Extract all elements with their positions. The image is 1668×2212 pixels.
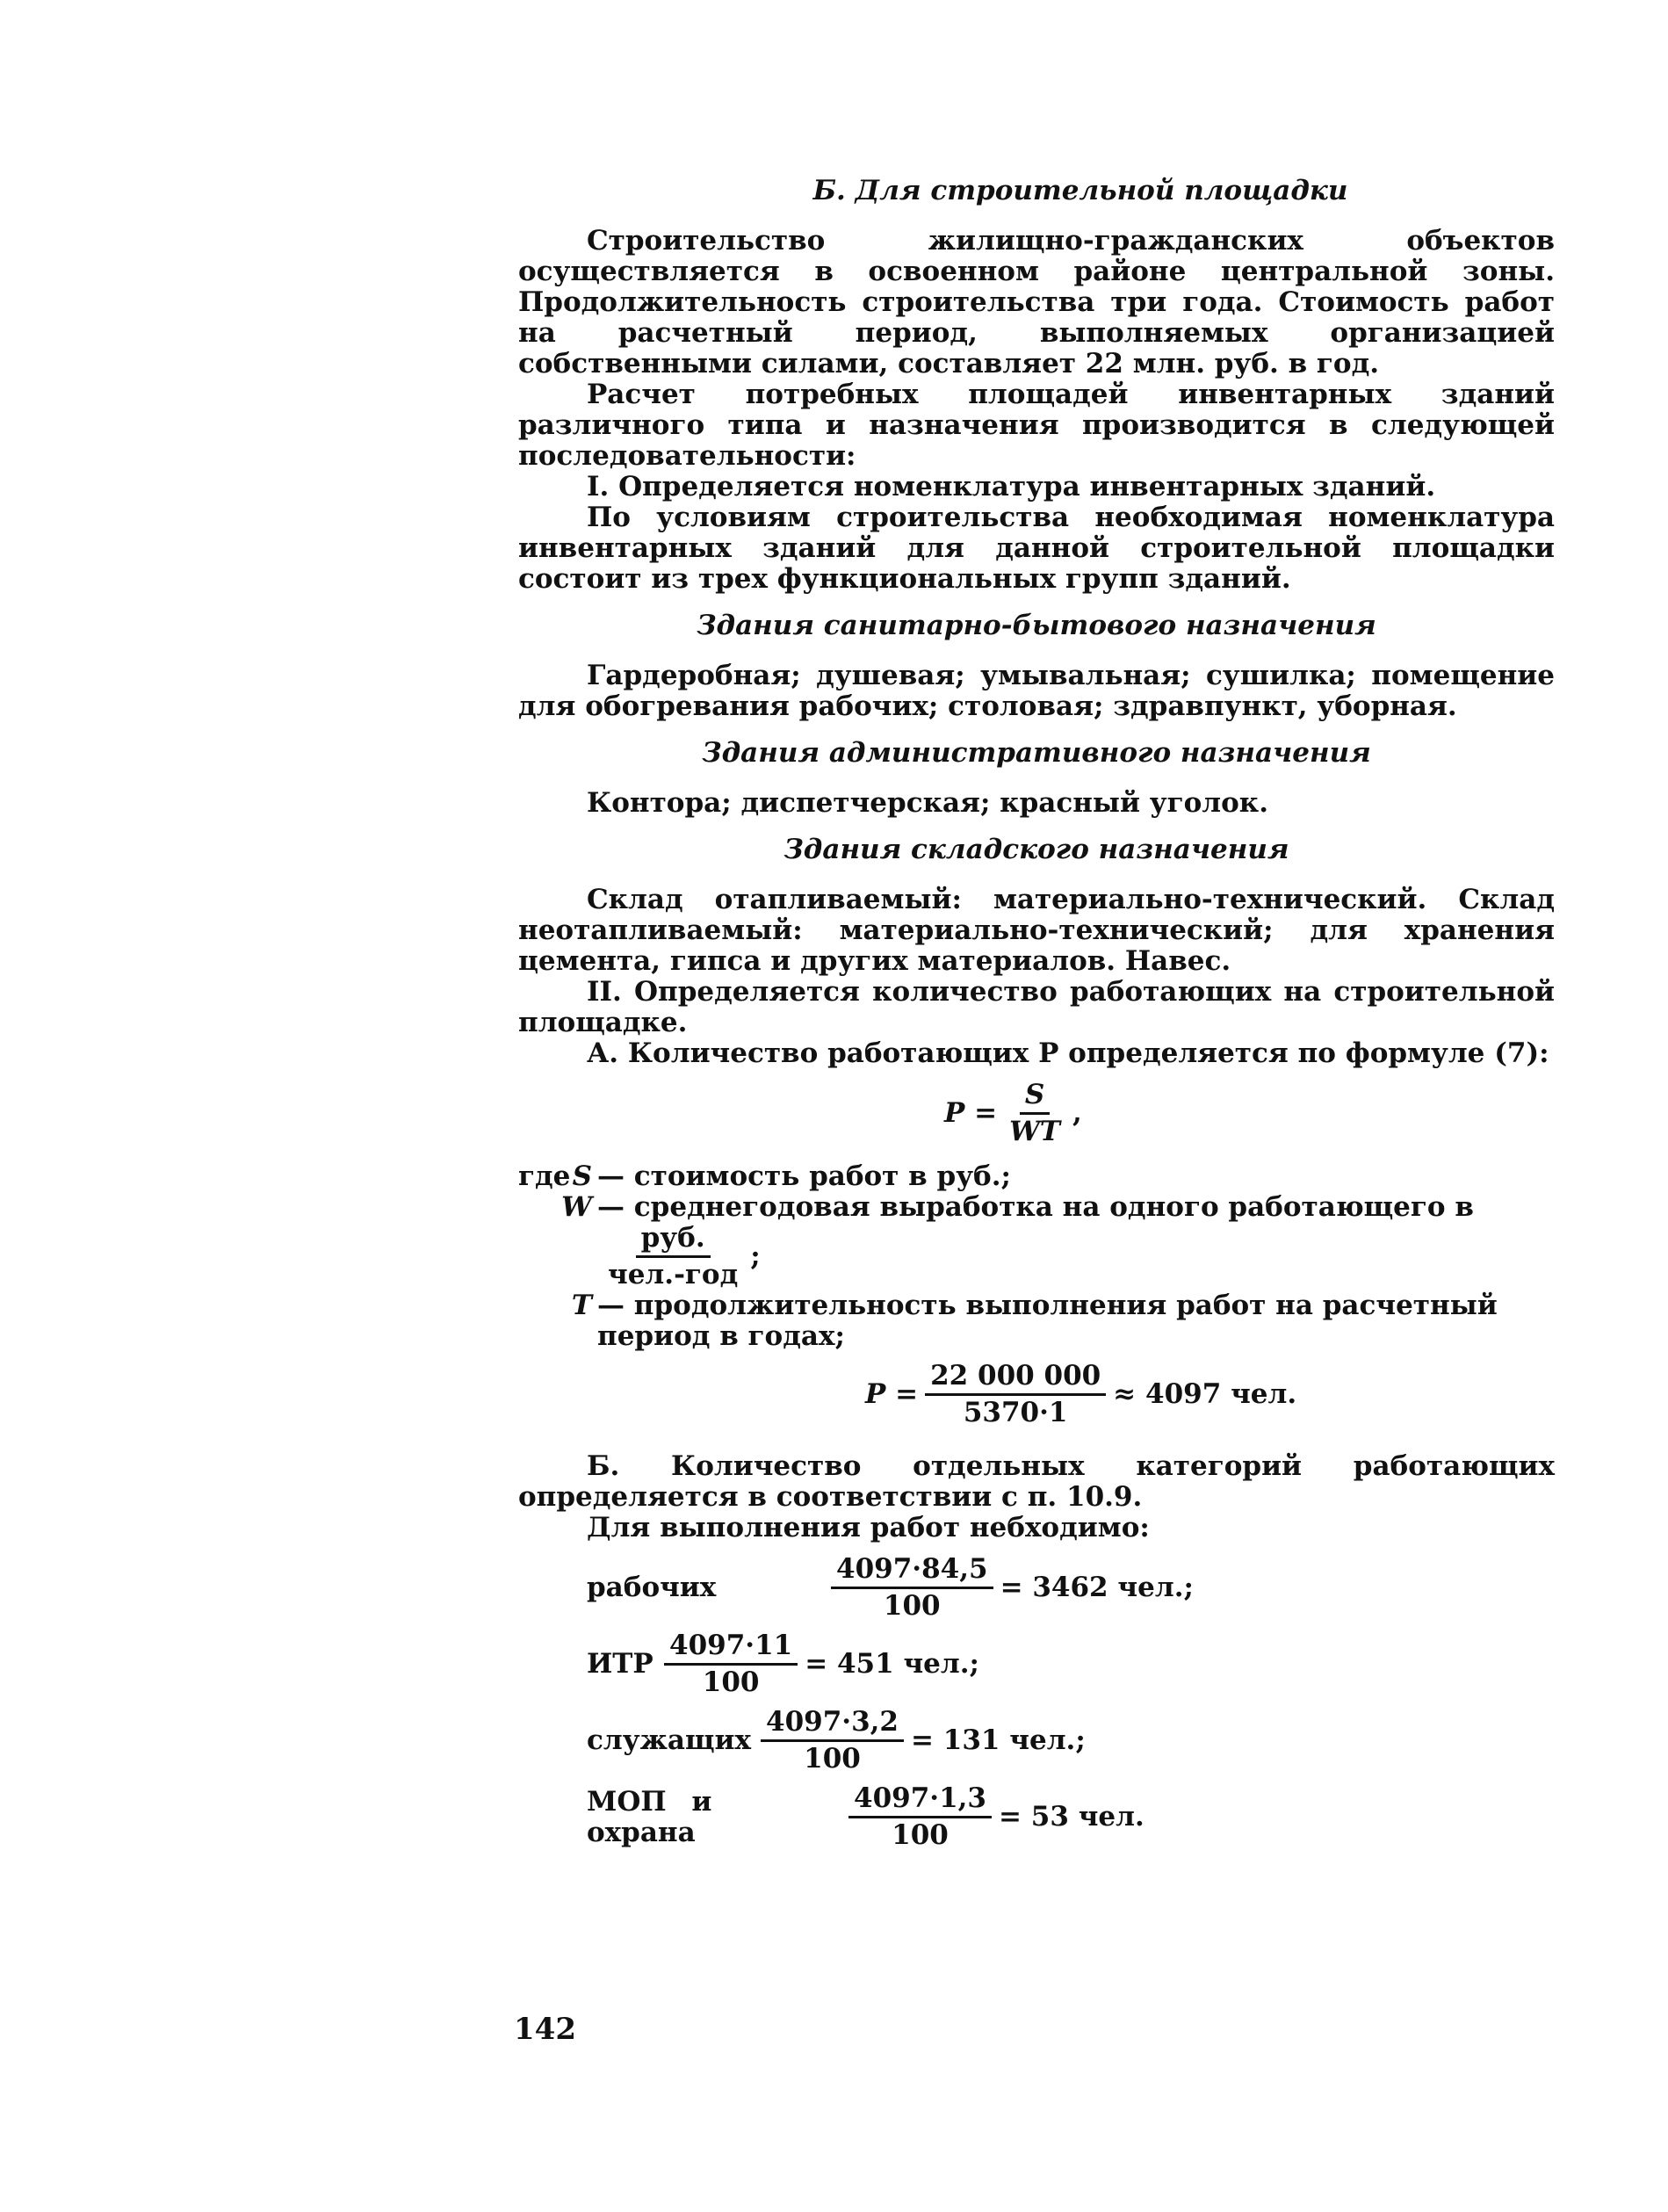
group-text-storage: Склад отапливаемый: материально-технический. Склад неотапливаемый: материально-технический; для хранения цемента, гипса и других материалов. Навес. — [518, 884, 1555, 977]
definition-s-text: — стоимость работ в руб.; — [597, 1160, 1011, 1192]
category-numerator: 4097·84,5 — [831, 1554, 993, 1589]
category-fraction — [761, 1707, 904, 1775]
category-denominator: 100 — [804, 1743, 861, 1775]
definition-t-text: — продолжительность выполнения работ на расчетный период в годах; — [597, 1290, 1498, 1352]
document-page — [518, 176, 1555, 1851]
step-a: А. Количество работающих P определяется по формуле (7): — [587, 1037, 1549, 1069]
symbol-s: S — [572, 1160, 592, 1192]
formula-definitions — [518, 1161, 1555, 1352]
category-fraction — [848, 1783, 992, 1851]
formula-lhs: P = — [944, 1097, 998, 1129]
calc-lhs: P = — [865, 1378, 919, 1410]
paragraph-nomenclature: По условиям строительства необходимая номенклатура инвентарных зданий для данной строительной площадки состоит из трех функциональных групп зданий. — [518, 502, 1555, 595]
step-one: I. Определяется номенклатура инвентарных зданий. — [587, 471, 1436, 502]
formula-calculation — [865, 1361, 1555, 1428]
category-row — [587, 1783, 1555, 1851]
category-label: МОП и охрана — [587, 1785, 712, 1848]
unit-fraction — [596, 1223, 1555, 1290]
calc-result: ≈ 4097 чел. — [1113, 1378, 1297, 1410]
symbol-t: T — [571, 1290, 592, 1321]
calc-fraction — [925, 1361, 1106, 1428]
category-row — [587, 1630, 1555, 1698]
group-heading-sanitary: Здания санитарно-бытового назначения — [697, 610, 1376, 641]
formula-fraction — [1004, 1080, 1065, 1147]
calc-denominator: 5370·1 — [963, 1397, 1068, 1428]
category-denominator: 100 — [892, 1819, 949, 1851]
step-b: Б. Количество отдельных категорий работающих определяется в соответствии с п. 10.9. — [518, 1450, 1555, 1513]
category-denominator: 100 — [883, 1590, 941, 1622]
category-row — [587, 1707, 1555, 1775]
category-numerator: 4097·1,3 — [848, 1783, 992, 1818]
category-label: ИТР — [587, 1648, 653, 1680]
group-heading-storage: Здания складского назначения — [783, 834, 1289, 865]
definition-w-text: — среднегодовая выработка на одного работающего в — [597, 1191, 1474, 1223]
calc-numerator: 22 000 000 — [925, 1361, 1106, 1396]
paragraph-conditions: Строительство жилищно-гражданских объектов осуществляется в освоенном районе центральной зоны. Продолжительность строительства три года. Стоимость работ на расчетный период, выполняемых организацией собственными силами, составляет 22 млн. руб. в год. — [518, 225, 1555, 380]
definition-w — [518, 1192, 1555, 1223]
category-numerator: 4097·11 — [664, 1630, 798, 1666]
group-text-sanitary: Гардеробная; душевая; умывальная; сушилка; помещение для обогревания рабочих; столовая; здравпункт, уборная. — [518, 660, 1555, 722]
formula-denominator: WT — [1009, 1116, 1060, 1147]
unit-end: ; — [750, 1240, 761, 1272]
definition-s: где S — стоимость работ в руб.; — [518, 1160, 1011, 1192]
formula-workers — [944, 1080, 1555, 1147]
category-result: = 131 чел.; — [911, 1724, 1086, 1756]
category-numerator: 4097·3,2 — [761, 1707, 904, 1742]
step-two: II. Определяется количество работающих на строительной площадке. — [518, 976, 1555, 1038]
paragraph-calculation-order: Расчет потребных площадей инвентарных зданий различного типа и назначения производится в следующей последовательности: — [518, 379, 1555, 472]
category-fraction — [831, 1554, 993, 1622]
formula-numerator: S — [1020, 1080, 1050, 1115]
unit-fraction-body — [603, 1223, 743, 1290]
category-fraction — [664, 1630, 798, 1698]
category-label: служащих — [587, 1724, 751, 1756]
need-line: Для выполнения работ небходимо: — [587, 1512, 1150, 1543]
group-heading-administrative: Здания административного назначения — [702, 737, 1371, 769]
section-heading: Б. Для строительной площадки — [812, 175, 1348, 206]
unit-numerator: руб. — [636, 1223, 711, 1258]
category-result: = 53 чел. — [999, 1801, 1144, 1832]
symbol-w: W — [561, 1191, 592, 1223]
category-label: рабочих — [587, 1572, 717, 1603]
category-row — [587, 1554, 1555, 1622]
group-text-administrative: Контора; диспетчерская; красный уголок. — [587, 787, 1268, 819]
page-number: 142 — [514, 2012, 576, 2047]
unit-denominator: чел.-год — [608, 1259, 739, 1290]
category-denominator: 100 — [702, 1666, 760, 1698]
definition-t — [518, 1290, 1555, 1352]
category-result: = 3462 чел.; — [1000, 1572, 1194, 1603]
category-result: = 451 чел.; — [805, 1648, 979, 1680]
formula-end: , — [1072, 1097, 1082, 1129]
